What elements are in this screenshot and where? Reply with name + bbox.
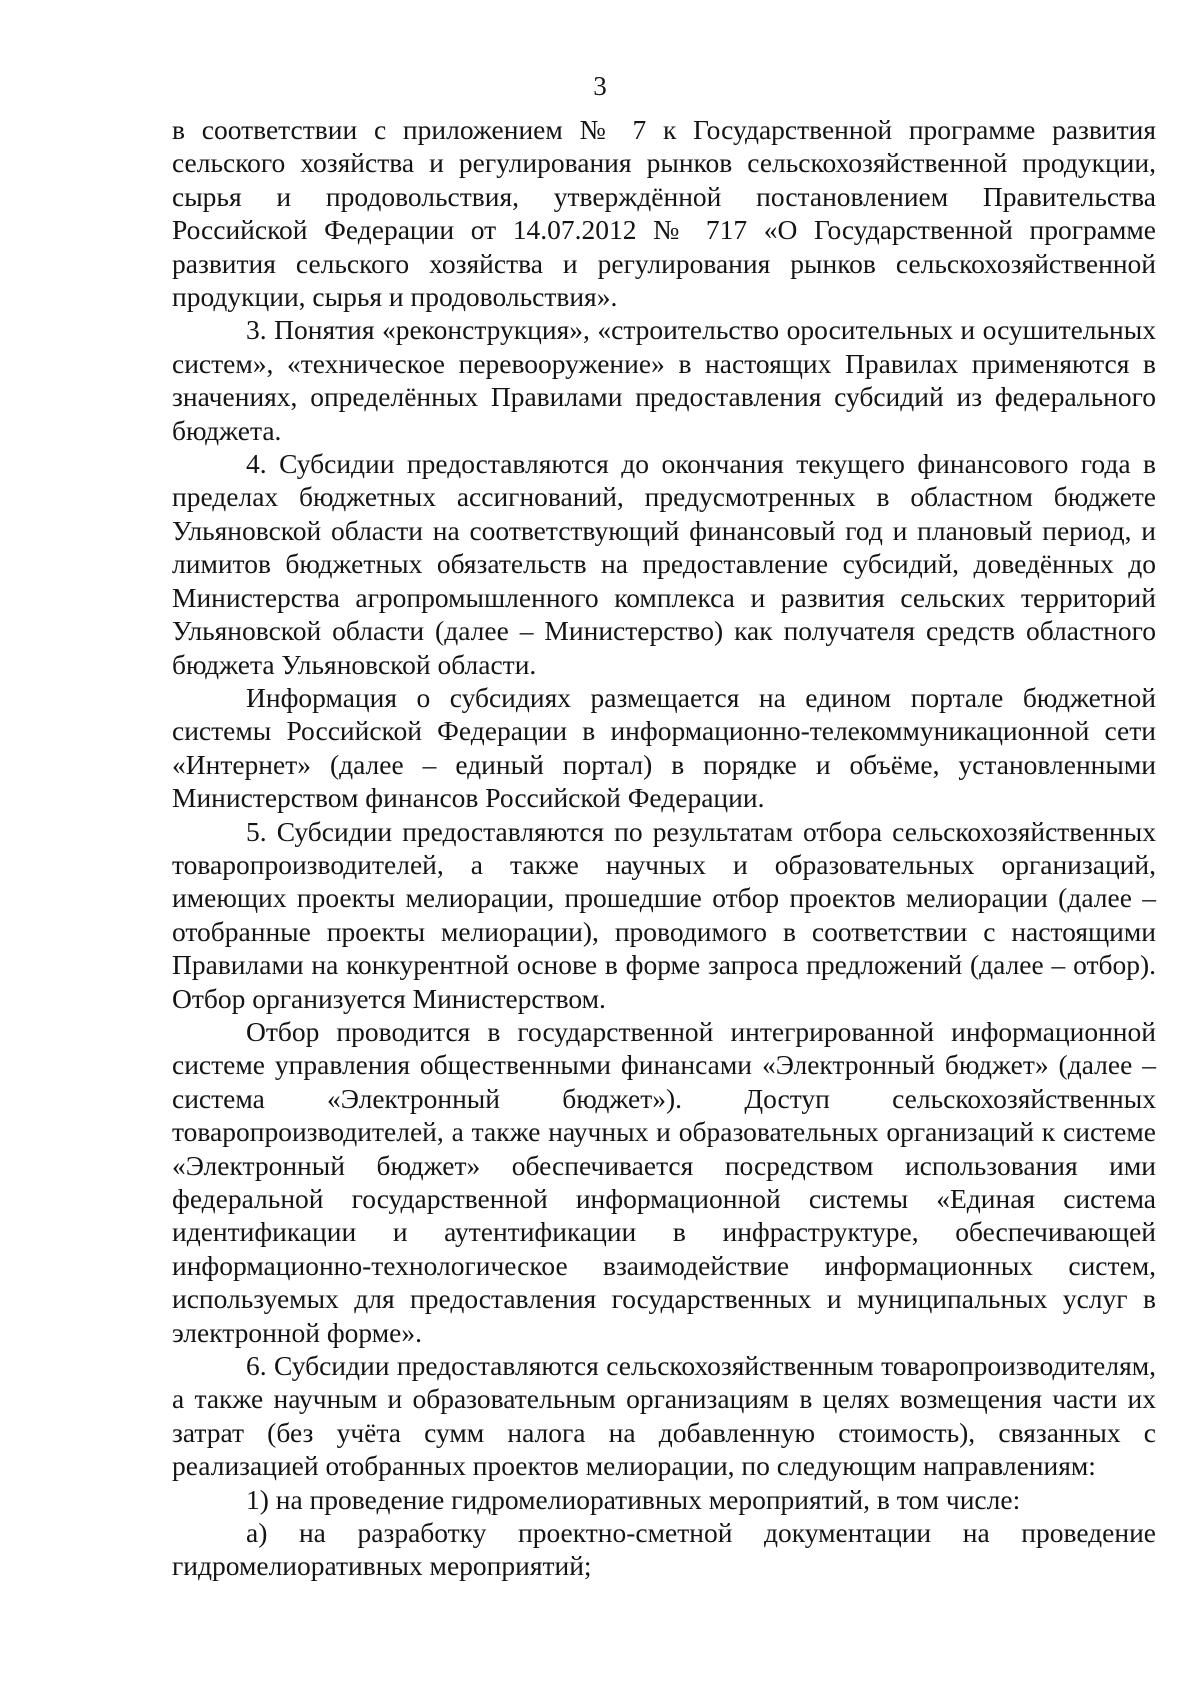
page-number: 3 <box>593 71 607 101</box>
paragraph-item-1a: а) на разработку проектно-сметной документации на проведение гидромелиоративных мероприятий; <box>172 1517 1156 1582</box>
paragraph-item-1: 1) на проведение гидромелиоративных мероприятий, в том числе: <box>246 1483 1021 1515</box>
paragraph-clause-3: 3. Понятия «реконструкция», «строительство оросительных и осушительных систем», «техническое перевооружение» в настоящих Правилах применяются в значениях, определённых Правилами предоставления субсидий из федерального бюджета. <box>172 314 1156 446</box>
paragraph-continuation: в соответствии с приложением № 7 к Государственной программе развития сельского хозяйства и регулирования рынков сельскохозяйственной продукции, сырья и продовольствия, утверждённой постановлением Правительства Российской Федерации от 14.07.2012 № 717 «О Государственной программе развития сельского хозяйства и регулирования рынков сельскохозяйственной продукции, сырья и продовольствия». <box>172 114 1156 313</box>
paragraph-clause-4: 4. Субсидии предоставляются до окончания текущего финансового года в пределах бюджетных ассигнований, предусмотренных в областном бюджете Ульяновской области на соответствующий финансовый год и плановый период, и лимитов бюджетных обязательств на предоставление субсидий, доведённых до Министерства агропромышленного комплекса и развития сельских территорий Ульяновской области (далее – Министерство) как получателя средств областного бюджета Ульяновской области. <box>172 448 1156 680</box>
paragraph-clause-6: 6. Субсидии предоставляются сельскохозяйственным товаропроизводителям, а также научным и образовательным организациям в целях возмещения части их затрат (без учёта сумм налога на добавленную стоимость), связанных с реализацией отобранных проектов мелиорации, по следующим направлениям: <box>172 1350 1156 1482</box>
document-body <box>172 113 1156 1583</box>
paragraph-subsidy-info: Информация о субсидиях размещается на едином портале бюджетной системы Российской Федерации в информационно-телекоммуникационной сети «Интернет» (далее – единый портал) в порядке и объёме, установленными Министерством финансов Российской Федерации. <box>172 681 1156 814</box>
paragraph-clause-5: 5. Субсидии предоставляются по результатам отбора сельскохозяйственных товаропроизводителей, а также научных и образовательных организаций, имеющих проекты мелиорации, прошедшие отбор проектов мелиорации (далее – отобранные проекты мелиорации), проводимого в соответствии с настоящими Правилами на конкурентной основе в форме запроса предложений (далее – отбор). Отбор организуется Министерством. <box>172 815 1156 1014</box>
paragraph-selection-system: Отбор проводится в государственной интегрированной информационной системе управления общественными финансами «Электронный бюджет» (далее – система «Электронный бюджет»). Доступ сельскохозяйственных товаропроизводителей, а также научных и образовательных организаций к системе «Электронный бюджет» обеспечивается посредством использования ими федеральной государственной информационной системы «Единая система идентификации и аутентификации в инфраструктуре, обеспечивающей информационно-технологическое взаимодействие информационных систем, используемых для предоставления государственных и муниципальных услуг в электронной форме». <box>172 1015 1156 1348</box>
